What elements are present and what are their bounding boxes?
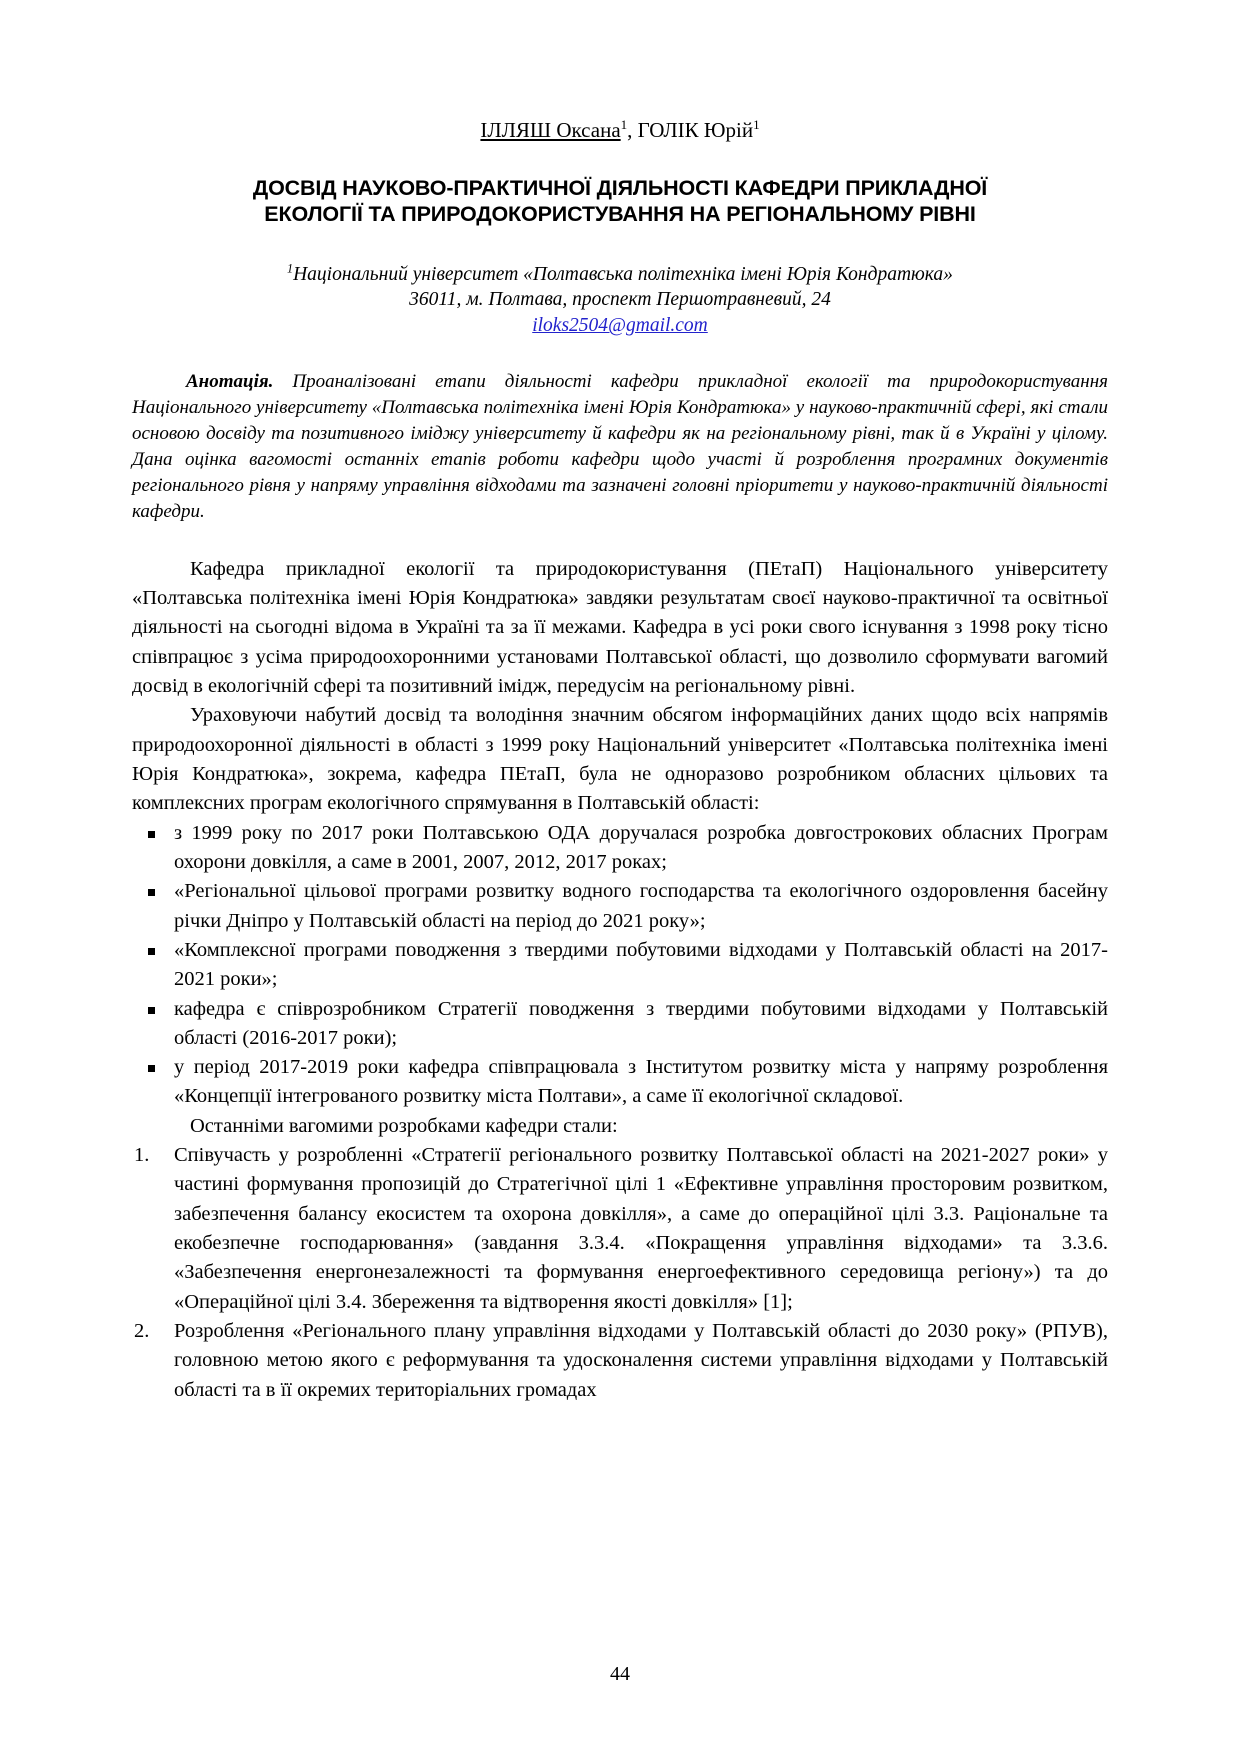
list-item-text: «Регіональної цільової програми розвитку водного господарства та екологічного оздоровлення басейну річки Дніпро у Полтавській області на період до 2021 року»; — [174, 880, 1108, 932]
square-bullet-icon — [148, 1065, 155, 1072]
list-item — [132, 1053, 1108, 1112]
title-line-2: ЕКОЛОГІЇ ТА ПРИРОДОКОРИСТУВАННЯ НА РЕГІОНАЛЬНОМУ РІВНІ — [264, 201, 976, 226]
page-title — [132, 176, 1108, 228]
square-bullet-icon — [148, 948, 155, 955]
numbered-list-intro: Останніми вагомими розробками кафедри стали: — [190, 1114, 618, 1137]
list-item — [132, 1317, 1108, 1405]
affiliation-institution: Національний університет «Полтавська політехніка імені Юрія Кондратюка» — [293, 263, 953, 285]
affiliation-institution-line — [132, 262, 1108, 287]
affiliation-address: 36011, м. Полтава, проспект Першотравневий, 24 — [409, 289, 831, 311]
author-separator: , — [627, 118, 638, 142]
square-bullet-icon — [148, 831, 155, 838]
abstract-label: Анотація. — [186, 370, 274, 392]
author-2-affiliation-marker: 1 — [753, 117, 760, 132]
author-line — [132, 118, 1108, 142]
list-item-text: у період 2017-2019 роки кафедра співпрацювала з Інститутом розвитку міста у напряму розроблення «Концепції інтегрованого розвитку міста Полтави», а саме її екологічної складової. — [174, 1056, 1108, 1108]
recent-developments-list — [132, 1141, 1108, 1405]
list-item-text: Розроблення «Регіонального плану управління відходами у Полтавській області до 2030 року» (РПУВ), головною метою якого є реформування та удосконалення системи управління відходами у Полтавській області та в її окремих територіальних громадах — [174, 1319, 1108, 1401]
author-name-2: ГОЛІК Юрій — [637, 118, 754, 142]
list-item-text: Співучасть у розробленні «Стратегії регіонального розвитку Полтавської області на 2021-2027 роки» у частині формування пропозицій до Стратегічної цілі 1 «Ефективне управління просторовим розвитком, забезпечення балансу екосистем та охорона довкілля», а саме до операційної цілі 3.3. Раціональне та екобезпечне господарювання» (завдання 3.3.4. «Покращення управління відходами» та 3.3.6. «Забезпечення енергонезалежності та формування енергоефективного середовища регіону») та до «Операційної цілі 3.4. Збереження та відтворення якості довкілля» [1]; — [174, 1144, 1108, 1313]
email-link[interactable]: iloks2504@gmail.com — [532, 315, 708, 337]
title-line-1: ДОСВІД НАУКОВО-ПРАКТИЧНОЇ ДІЯЛЬНОСТІ КАФЕДРИ ПРИКЛАДНОЇ — [252, 176, 988, 201]
square-bullet-icon — [148, 889, 155, 896]
square-bullet-icon — [148, 1007, 155, 1014]
list-item-text: «Комплексної програми поводження з твердими побутовими відходами у Полтавській області на 2017-2021 роки»; — [174, 938, 1108, 991]
list-item-marker: 1. — [134, 1144, 150, 1167]
program-bullet-list — [132, 819, 1108, 1112]
list-item-marker: 2. — [134, 1319, 150, 1342]
author-1-affiliation-marker: 1 — [620, 117, 628, 132]
abstract-paragraph — [132, 369, 1108, 525]
page-number: 44 — [610, 1663, 630, 1685]
affiliation-block — [132, 262, 1108, 339]
list-item — [132, 1141, 1108, 1317]
list-item — [132, 877, 1108, 936]
list-item-text: з 1999 року по 2017 роки Полтавською ОДА доручалася розробка довгострокових обласних Програм охорони довкілля, а саме в 2001, 2007, 2012, 2017 роках; — [174, 821, 1108, 873]
affiliation-email-line — [132, 313, 1108, 338]
affiliation-marker: 1 — [287, 261, 294, 276]
list-item — [132, 936, 1108, 995]
list-item-text: кафедра є співрозробником Стратегії поводження з твердими побутовими відходами у Полтавській області (2016-2017 роки); — [174, 997, 1108, 1049]
body-paragraph-1: Кафедра прикладної екології та природокористування (ПЕтаП) Національного університету «Полтавська політехніка імені Юрія Кондратюка» завдяки результатам своєї науково-практичної та освітньої діяльності на сьогодні відома в Україні та за її межами. Кафедра в усі роки свого існування з 1998 року тісно співпрацює з усіма природоохоронними установами Полтавської області, що дозволило сформувати вагомий досвід в екологічній сфері та позитивний імідж, передусім на регіональному рівні. — [132, 557, 1108, 698]
abstract-text: Проаналізовані етапи діяльності кафедри прикладної екології та природокористування Національного університету «Полтавська політехніка імені Юрія Кондратюка» у науково-практичній сфері, які стали основою досвіду та позитивного іміджу університету й кафедри як на регіональному рівні, так й в Україні у цілому. Дана оцінка вагомості останніх етапів роботи кафедри щодо участі й розроблення програмних документів регіонального рівня у напряму управління відходами та зазначені головні пріоритети у науково-практичній діяльності кафедри. — [132, 370, 1108, 522]
list-item — [132, 995, 1108, 1054]
list-item — [132, 819, 1108, 878]
body-paragraph-2: Ураховуючи набутий досвід та володіння значним обсягом інформаційних даних щодо всіх напрямів природоохоронної діяльності в області з 1999 року Національний університет «Полтавська політехніка імені Юрія Кондратюка», зокрема, кафедра ПЕтаП, була не одноразово розробником обласних цільових та комплексних програм екологічного спрямування в Полтавській області: — [132, 704, 1108, 815]
author-name-1: ІЛЛЯШ Оксана — [480, 118, 621, 142]
